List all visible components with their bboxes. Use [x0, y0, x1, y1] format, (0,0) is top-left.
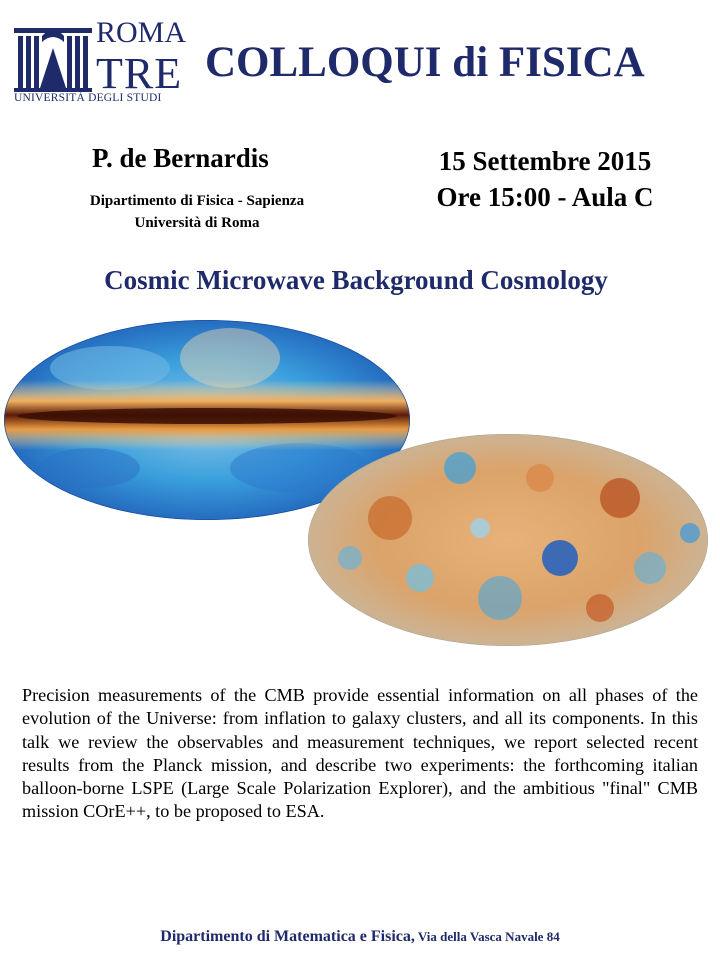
- cmb-anisotropy-map-icon: [308, 434, 708, 646]
- speaker-name: P. de Bernardis: [92, 143, 269, 173]
- talk-title: Cosmic Microwave Background Cosmology: [104, 265, 608, 295]
- speaker-affiliation: [52, 190, 342, 234]
- footer-department: Dipartimento di Matematica e Fisica,: [160, 928, 415, 945]
- talk-abstract: Precision measurements of the CMB provide essential information on all phases of the evolution of the Universe: from inflation to galaxy clusters, and all its components. In this talk we review the observables and measurement techniques, we report selected recent results from the Planck mission, and describe two experiments: the forthcoming italian balloon-borne LSPE (Large Scale Polarization Explorer), and the ambitious "final" CMB mission COrE++, to be proposed to ESA.: [22, 685, 698, 822]
- logo-tre-text: TRE: [96, 49, 183, 98]
- logo-university-text: UNIVERSITÀ DEGLI STUDI: [14, 92, 162, 104]
- sky-maps-image: [0, 318, 720, 658]
- event-time-place: Ore 15:00 - Aula C: [436, 182, 654, 212]
- schedule: [410, 143, 680, 215]
- affiliation-line-2: Università di Roma: [134, 215, 260, 231]
- page-title: COLLOQUI di FISICA: [205, 39, 645, 86]
- affiliation-line-1: Dipartimento di Fisica - Sapienza: [89, 193, 305, 209]
- footer-address: Via della Vasca Navale 84: [414, 929, 560, 944]
- event-date: 15 Settembre 2015: [438, 146, 652, 176]
- footer: [0, 928, 720, 946]
- logo-roma-text: ROMA: [96, 16, 187, 49]
